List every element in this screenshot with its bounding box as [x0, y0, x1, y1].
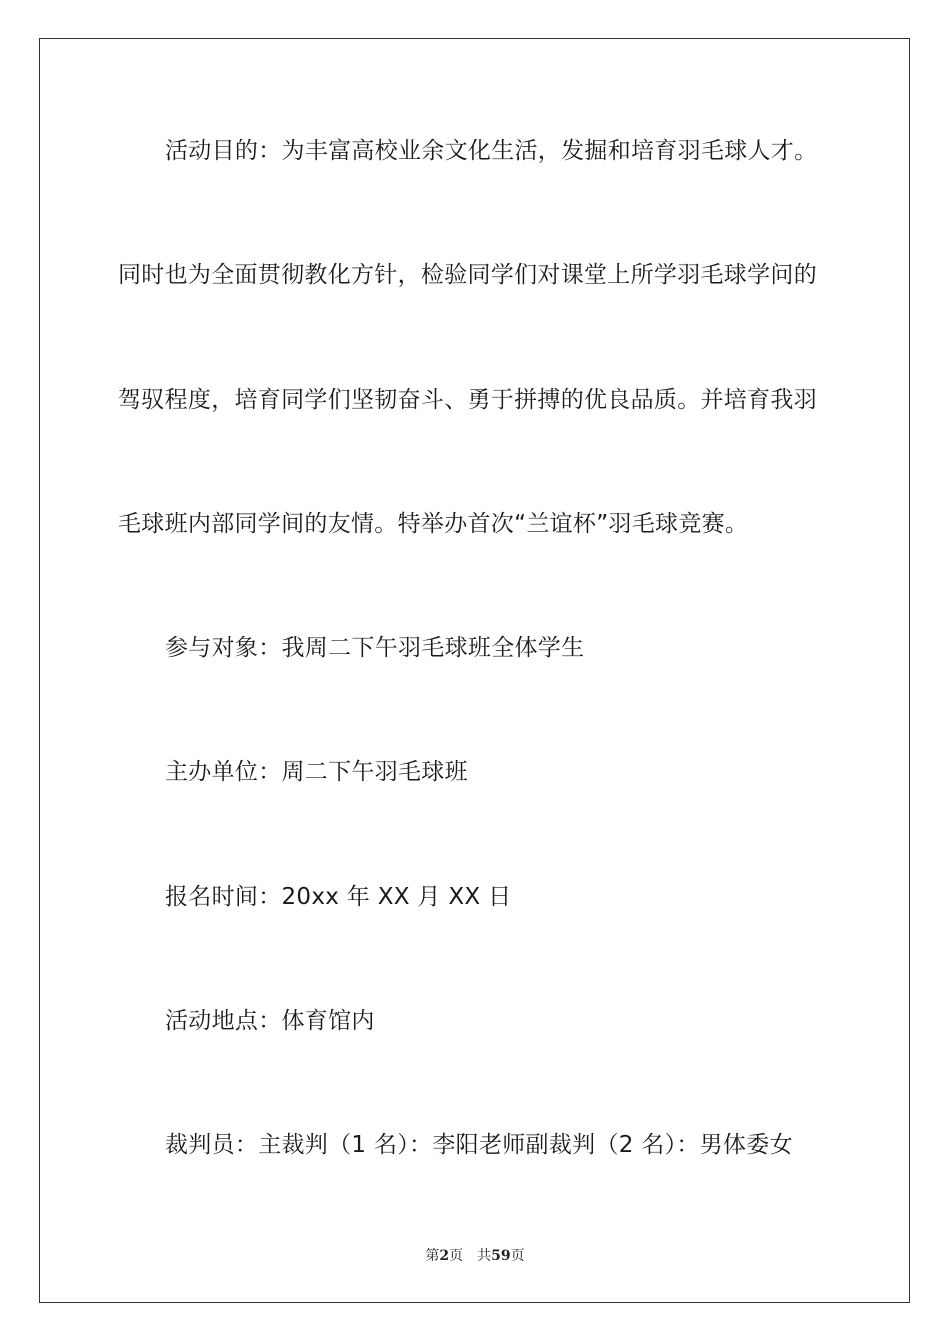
paragraph-line: 毛球班内部同学间的友情。特举办首次“兰谊杯”羽毛球竞赛。: [118, 511, 749, 537]
footer-total-prefix: 共: [477, 1248, 492, 1264]
paragraph-line: 同时也为全面贯彻教化方针，检验同学们对课堂上所学羽毛球学问的: [118, 262, 817, 288]
current-page-number: 2: [439, 1248, 450, 1264]
footer-page-suffix: 页: [449, 1248, 464, 1264]
footer-total-suffix: 页: [510, 1248, 525, 1264]
paragraph-line: 活动目的：为丰富高校业余文化生活，发掘和培育羽毛球人才。: [165, 138, 818, 164]
paragraph-line: 活动地点：体育馆内: [165, 1008, 375, 1034]
page-border: [39, 38, 910, 1303]
paragraph-line: 主办单位：周二下午羽毛球班: [165, 759, 468, 785]
paragraph-line: 报名时间：20xx 年 XX 月 XX 日: [165, 884, 512, 910]
footer-prefix: 第: [425, 1248, 440, 1264]
paragraph-line: 驾驭程度，培育同学们坚韧奋斗、勇于拼搏的优良品质。并培育我羽: [118, 387, 817, 413]
page-footer: [0, 1247, 950, 1265]
paragraph-line: 裁判员：主裁判（1 名）：李阳老师副裁判（2 名）：男体委女: [165, 1132, 793, 1158]
total-page-count: 59: [491, 1248, 511, 1264]
paragraph-line: 参与对象：我周二下午羽毛球班全体学生: [165, 635, 585, 661]
